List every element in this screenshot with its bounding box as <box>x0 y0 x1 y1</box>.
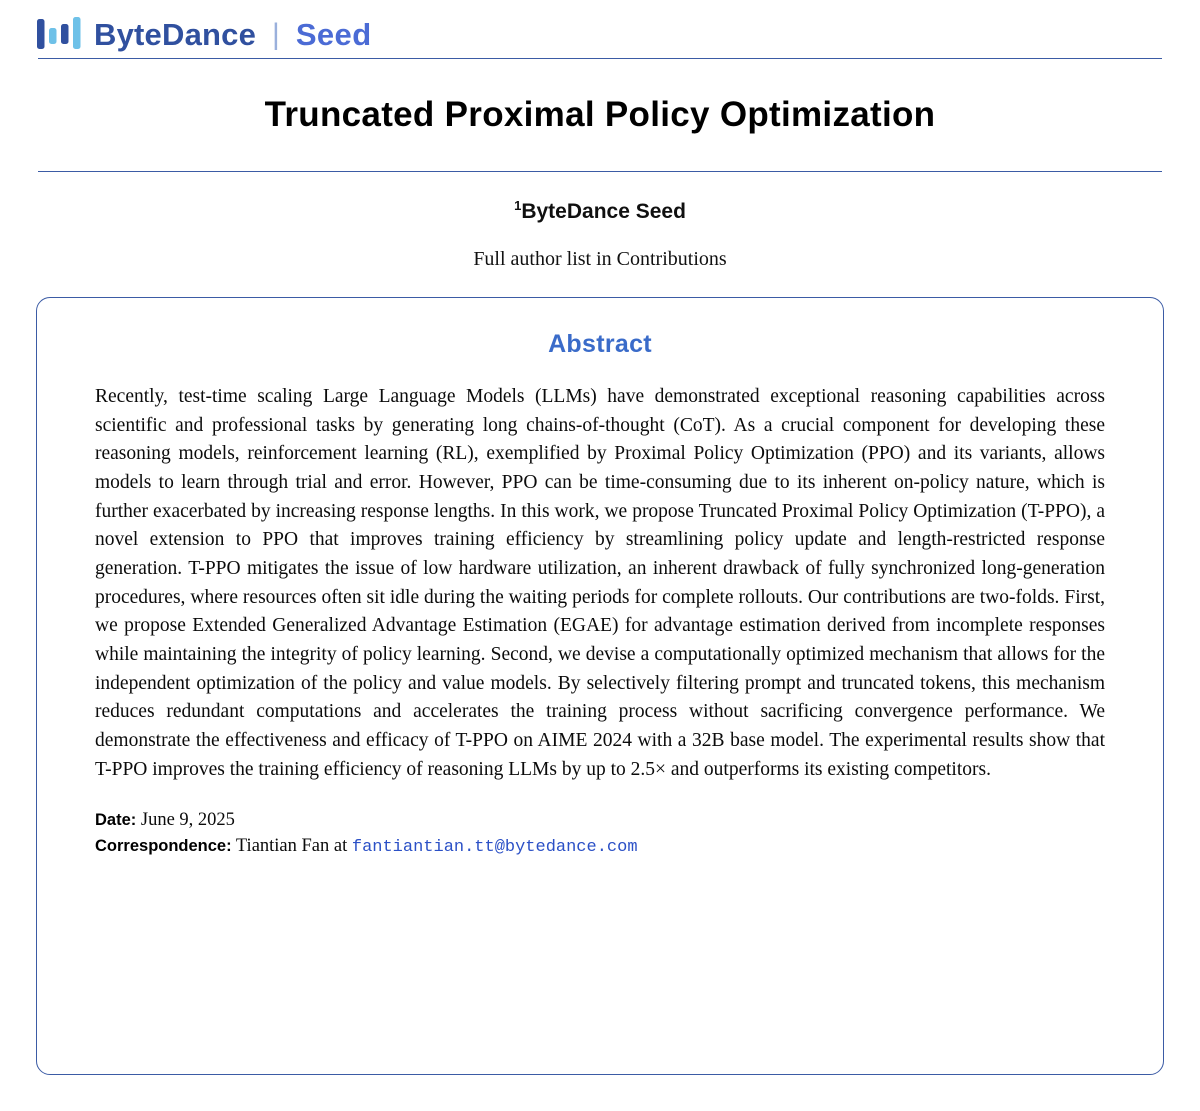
bytedance-logo-icon <box>36 14 82 56</box>
correspondence-row <box>95 836 1105 857</box>
brand-name: ByteDance <box>94 17 257 52</box>
abstract-box <box>36 297 1164 1075</box>
affiliation-line <box>0 198 1200 224</box>
date-value: June 9, 2025 <box>140 810 235 831</box>
date-label: Date: <box>95 811 137 830</box>
brand-separator: | <box>272 18 280 51</box>
top-divider <box>38 58 1162 59</box>
abstract-heading: Abstract <box>548 330 652 358</box>
title-divider <box>38 171 1162 172</box>
paper-meta <box>95 810 1105 857</box>
correspondence-email-link[interactable]: fantiantian.tt@bytedance.com <box>351 838 638 858</box>
date-row <box>95 810 1105 831</box>
correspondence-label: Correspondence: <box>95 837 232 856</box>
affiliation-superscript: 1 <box>514 198 522 213</box>
correspondence-text: Tiantian Fan at <box>235 836 348 857</box>
authors-note: Full author list in Contributions <box>473 248 727 270</box>
abstract-text: Recently, test-time scaling Large Language Models (LLMs) have demonstrated exceptional reasoning capabilities across scientific and professional tasks by generating long chains-of-thought (CoT). As a crucial component for developing these reasoning models, reinforcement learning (RL), exemplified by Proximal Policy Optimization (PPO) and its variants, allows models to learn through trial and error. However, PPO can be time-consuming due to its inherent on-policy nature, which is further exacerbated by increasing response lengths. In this work, we propose Truncated Proximal Policy Optimization (T-PPO), a novel extension to PPO that improves training efficiency by streamlining policy update and length-restricted response generation. T-PPO mitigates the issue of low hardware utilization, an inherent drawback of fully synchronized long-generation procedures, where resources often sit idle during the waiting periods for complete rollouts. Our contributions are two-folds. First, we propose Extended Generalized Advantage Estimation (EGAE) for advantage estimation derived from incomplete responses while maintaining the integrity of policy learning. Second, we devise a computationally optimized mechanism that allows for the independent optimization of the policy and value models. By selectively filtering prompt and truncated tokens, this mechanism reduces redundant computations and accelerates the training process without sacrificing convergence performance. We demonstrate the effectiveness and efficacy of T-PPO on AIME 2024 with a 32B base model. The experimental results show that T-PPO improves the training efficiency of reasoning LLMs by up to 2.5× and outperforms its existing competitors. <box>95 386 1105 780</box>
brand-product-name: Seed <box>295 17 372 52</box>
paper-title: Truncated Proximal Policy Optimization <box>264 95 936 134</box>
affiliation-name: ByteDance Seed <box>521 200 686 223</box>
brand-header <box>0 0 1200 58</box>
